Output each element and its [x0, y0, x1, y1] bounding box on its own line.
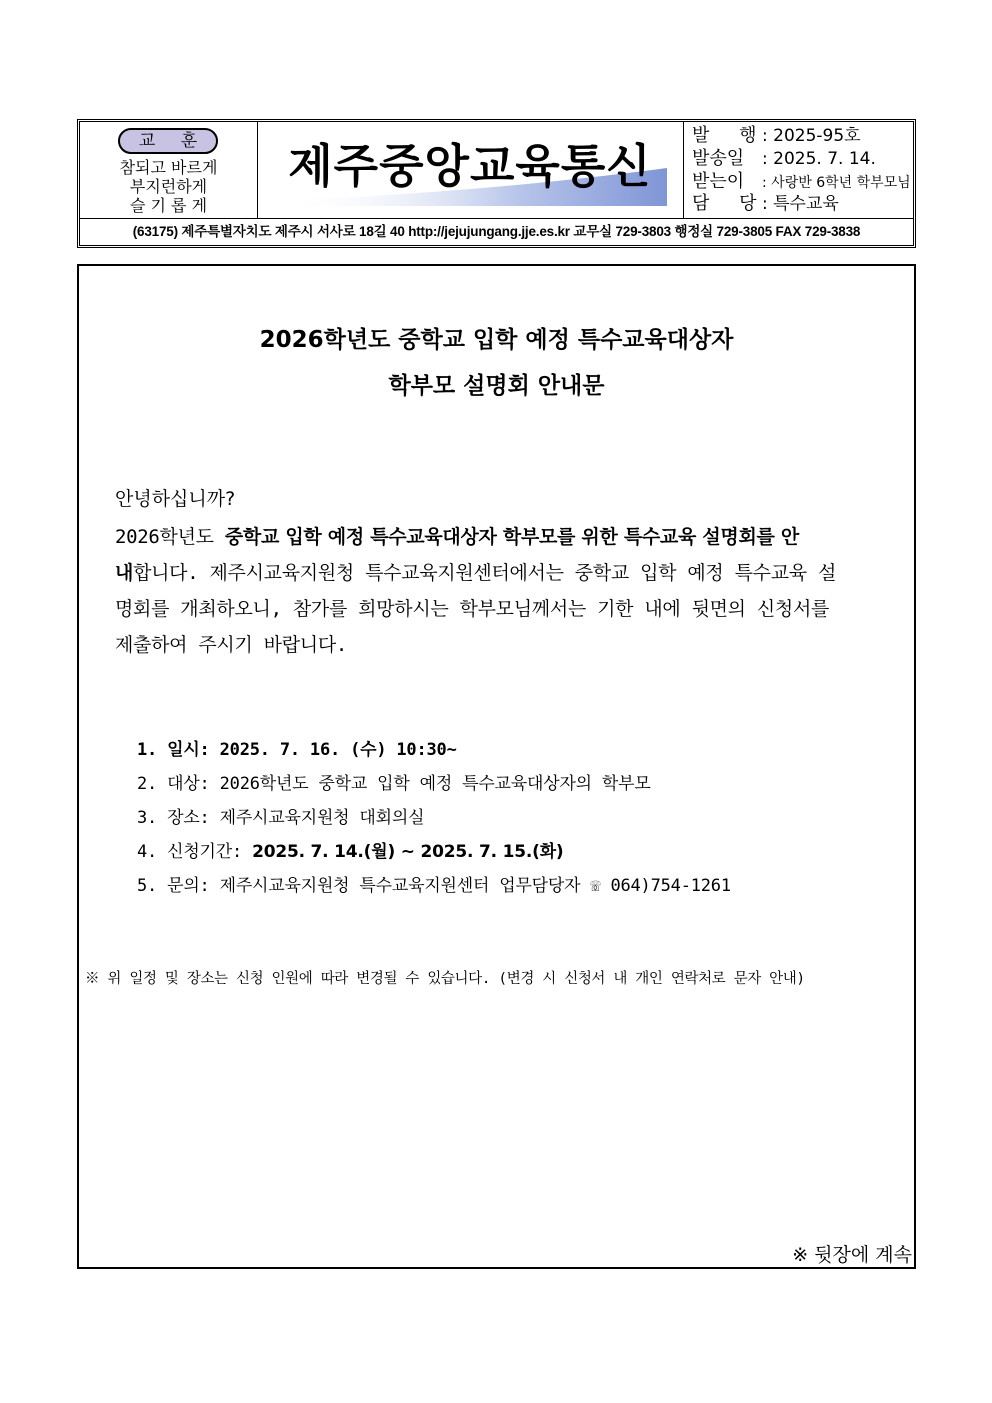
- detail-contact: 5. 문의: 제주시교육지원청 특수교육지원센터 업무담당자 ☏ 064)754-1261: [137, 876, 731, 896]
- notice-title-line1: 2026학년도 중학교 입학 예정 특수교육대상자: [259, 327, 734, 353]
- issue-label: 발 행: [692, 125, 769, 146]
- motto-line: 참되고 바르게: [119, 158, 218, 177]
- motto-line: 슬 기 롭 게: [129, 196, 208, 215]
- detail-application-period: [137, 835, 731, 869]
- greeting: 안녕하십니까?: [115, 488, 236, 510]
- notice-title-line2: 학부모 설명회 안내문: [388, 373, 605, 399]
- send-date-value: : 2025. 7. 14.: [762, 149, 876, 169]
- application-period-value: 2025. 7. 14.(월) ~ 2025. 7. 15.(화): [252, 842, 564, 862]
- application-period-label: 4. 신청기간:: [137, 842, 253, 862]
- recipient-row: [692, 171, 909, 193]
- issue-value: : 2025-95호: [762, 126, 861, 146]
- paragraph-line: 제출하여 주시기 바랍니다.: [115, 634, 348, 656]
- paragraph-line: [115, 555, 895, 591]
- motto-text: [80, 158, 257, 215]
- recipient-label: 받는이: [692, 171, 745, 192]
- recipient-value: : 사랑반 6학년 학부모님: [762, 175, 911, 191]
- title-cell: [257, 122, 684, 218]
- contact-row: [692, 193, 909, 215]
- paragraph-bold-text: 내: [115, 562, 134, 584]
- header-top-row: [80, 122, 913, 219]
- event-details-list: [137, 733, 731, 903]
- motto-line: 부지런하게: [129, 177, 208, 196]
- detail-target: 2. 대상: 2026학년도 중학교 입학 예정 특수교육대상자의 학부모: [137, 774, 651, 794]
- paragraph-bold-text: 중학교 입학 예정 특수교육대상자 학부모를 위한 특수교육 설명회를 안: [224, 526, 799, 548]
- school-address: (63175) 제주특별자치도 제주시 서사로 18길 40 http://jejujungang.jje.es.kr 교무실 729-3803 행정실 729-3805 FAX 729-3838: [132, 224, 861, 239]
- newsletter-title: 제주중앙교육통신: [288, 139, 652, 193]
- contact-label: 담 당: [692, 193, 769, 214]
- paragraph-text: 합니다. 제주시교육지원청 특수교육지원센터에서는 중학교 입학 예정 특수교육 설: [133, 562, 837, 584]
- notice-body: [77, 264, 916, 1269]
- detail-date: 1. 일시: 2025. 7. 16. (수) 10:30~: [137, 740, 457, 760]
- paragraph-text: 2026학년도: [115, 526, 225, 548]
- continued-on-back: ※ 뒷장에 계속: [792, 1244, 912, 1266]
- school-motto: [80, 122, 258, 218]
- newsletter-header: [77, 119, 916, 248]
- send-date-row: [692, 148, 909, 170]
- issue-number-row: [692, 125, 909, 147]
- paragraph-line: [115, 519, 895, 555]
- detail-location: 3. 장소: 제주시교육지원청 대회의실: [137, 808, 425, 828]
- schedule-change-note: ※ 위 일정 및 장소는 신청 인원에 따라 변경될 수 있습니다. (변경 시 신청서 내 개인 연락처로 문자 안내): [85, 971, 805, 987]
- contact-value: : 특수교육: [762, 194, 839, 214]
- send-date-label: 발송일: [692, 148, 745, 169]
- paragraph-line: 명회를 개최하오니, 참가를 희망하시는 학부모님께서는 기한 내에 뒷면의 신청서를: [115, 598, 830, 620]
- motto-label: 교 훈: [118, 128, 218, 154]
- issue-info: [684, 122, 913, 218]
